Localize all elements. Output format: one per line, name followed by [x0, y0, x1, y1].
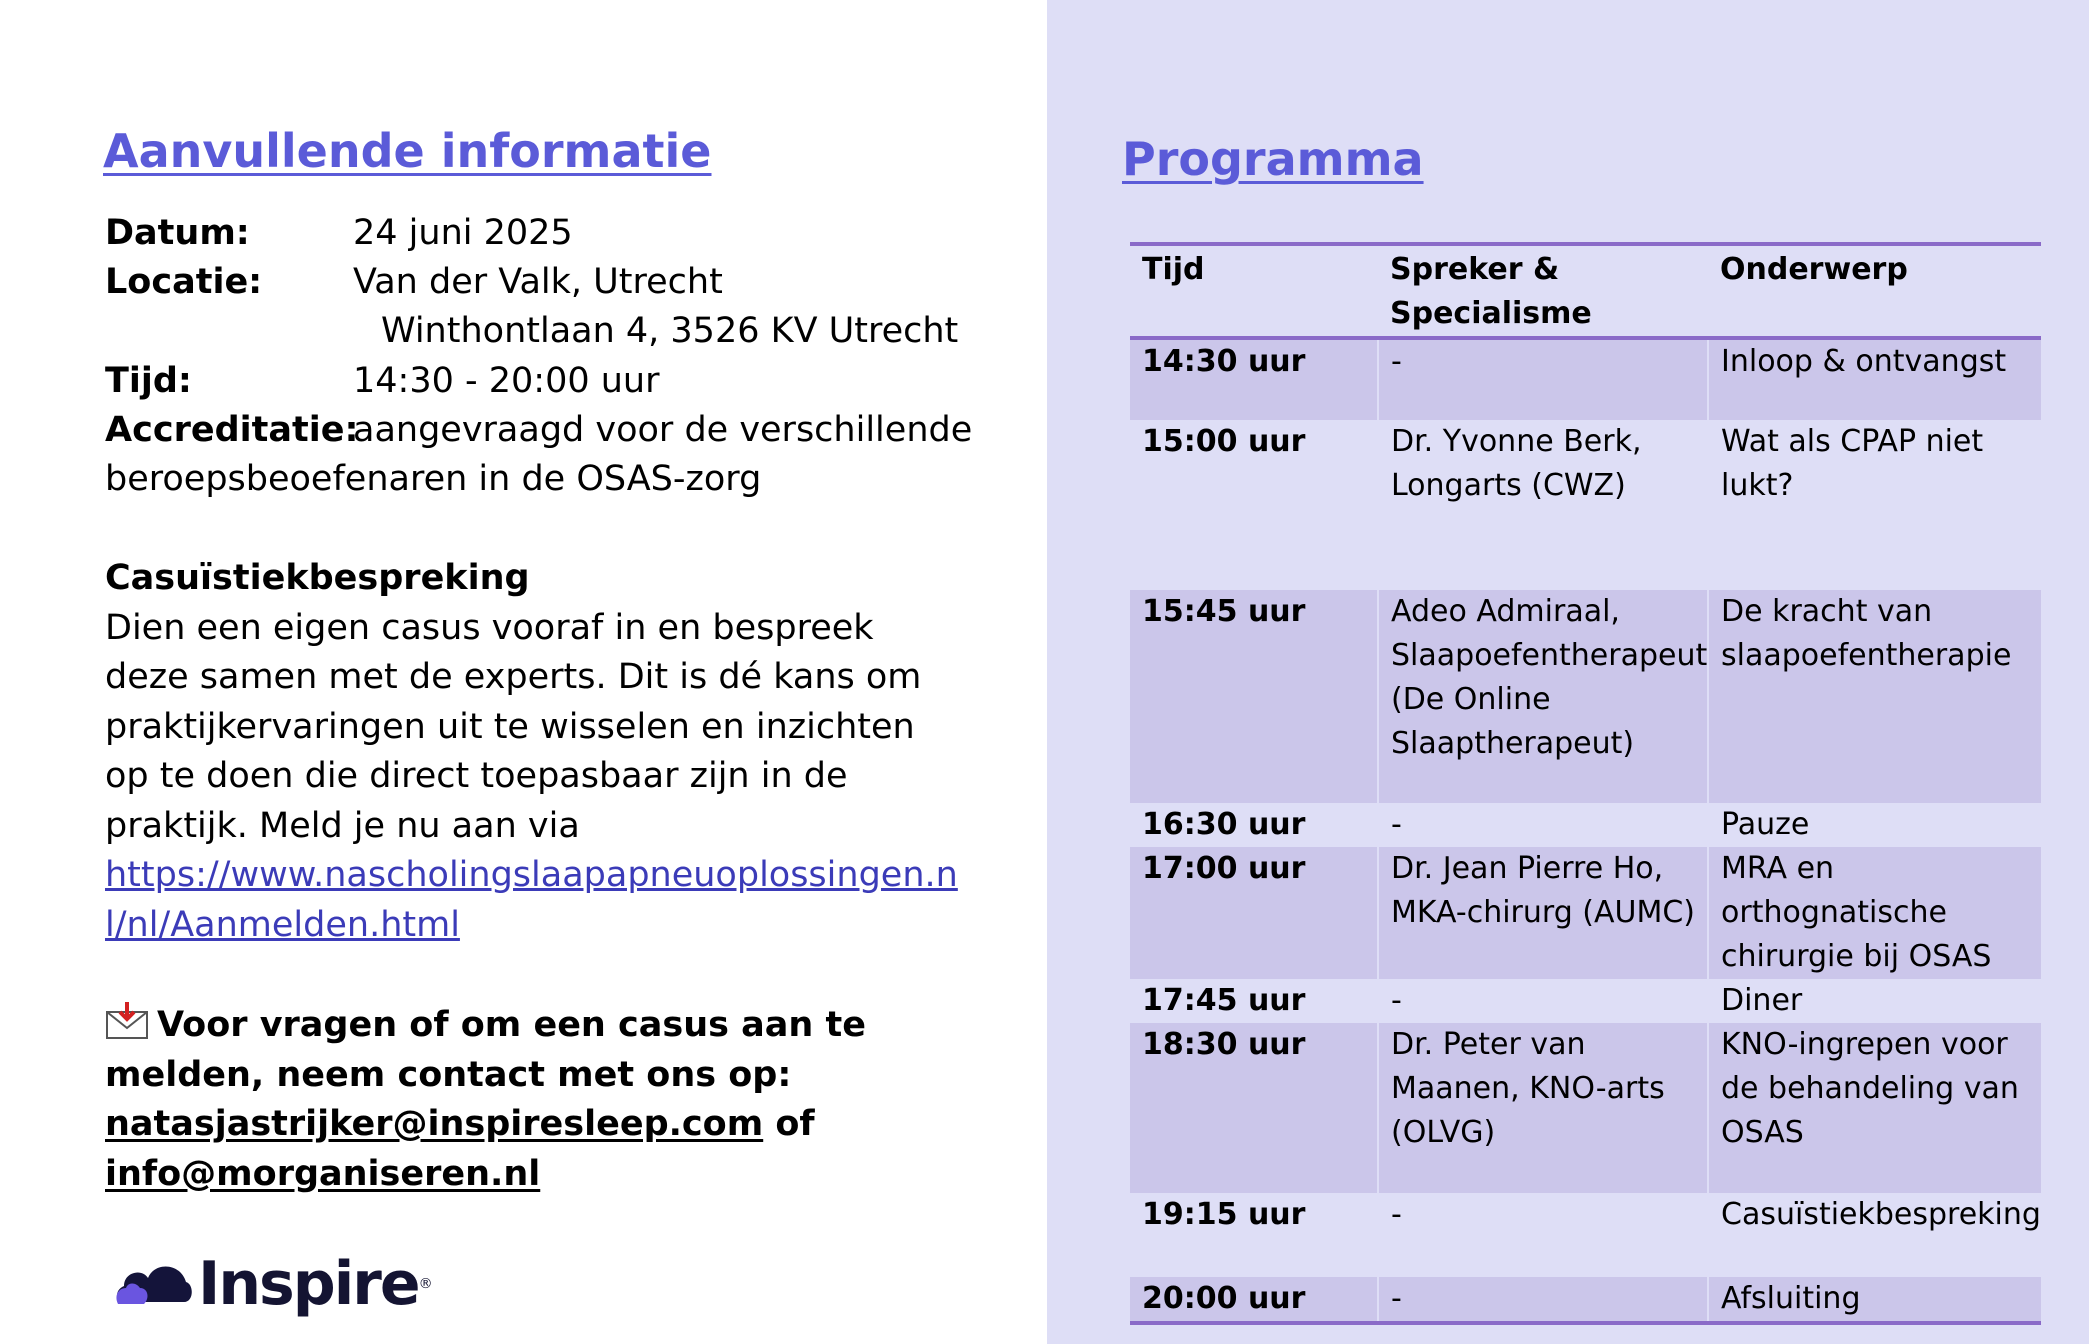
row-topic: De kracht van slaapoefentherapie: [1708, 590, 2041, 803]
registration-link[interactable]: https://www.nascholingslaapapneuoplossingen.nl/nl/Aanmelden.html: [105, 855, 958, 945]
row-speaker: -: [1378, 1277, 1708, 1323]
row-time: 15:45 uur: [1130, 590, 1378, 803]
row-topic: Inloop & ontvangst: [1708, 338, 2041, 420]
row-time: 19:15 uur: [1130, 1193, 1378, 1277]
row-time: 17:45 uur: [1130, 979, 1378, 1023]
col-header-time: Tijd: [1130, 244, 1378, 338]
row-topic: KNO-ingrepen voor de behandeling van OSAS: [1708, 1023, 2041, 1193]
row-time: 18:30 uur: [1130, 1023, 1378, 1193]
table-row: [1130, 338, 2041, 420]
row-time: 16:30 uur: [1130, 803, 1378, 847]
row-speaker: -: [1378, 803, 1708, 847]
row-speaker: -: [1378, 979, 1708, 1023]
table-row: [1130, 1277, 2041, 1323]
time-value: 14:30 - 20:00 uur: [353, 361, 660, 401]
or-text: of: [775, 1104, 815, 1144]
logo-registered: ®: [418, 1276, 433, 1292]
location-label: Locatie:: [105, 262, 263, 302]
info-title: Aanvullende informatie: [103, 124, 712, 178]
row-time: 15:00 uur: [1130, 420, 1378, 590]
col-header-topic: Onderwerp: [1708, 244, 2041, 338]
time-label: Tijd:: [105, 361, 192, 401]
col-header-speaker: Spreker & Specialisme: [1378, 244, 1708, 338]
accreditation-continued: beroepsbeoefenaren in de OSAS-zorg: [105, 459, 762, 499]
table-header-row: [1130, 244, 2041, 338]
row-speaker: Dr. Jean Pierre Ho, MKA-chirurg (AUMC): [1378, 847, 1708, 979]
row-topic: Diner: [1708, 979, 2041, 1023]
case-text: Dien een eigen casus vooraf in en bespreek deze samen met de experts. Dit is dé kans om praktijkervaringen uit te wisselen en inzichten op te doen die direct toepasbaar zijn in de praktijk. Meld je nu aan via: [105, 607, 922, 846]
row-topic: MRA en orthognatische chirurgie bij OSAS: [1708, 847, 2041, 979]
row-time: 14:30 uur: [1130, 338, 1378, 420]
contact-text: Voor vragen of om een casus aan te melden, neem contact met ons op:: [105, 1005, 866, 1095]
table-row: [1130, 1193, 2041, 1277]
contact-section: [105, 1000, 965, 1199]
table-row: [1130, 420, 2041, 590]
case-heading: Casuïstiekbespreking: [105, 558, 530, 598]
row-topic: Casuïstiekbespreking: [1708, 1193, 2041, 1277]
table-row: [1130, 803, 2041, 847]
accreditation-value: aangevraagd voor de verschillende: [353, 410, 973, 450]
row-speaker: Dr. Peter van Maanen, KNO-arts (OLVG): [1378, 1023, 1708, 1193]
inspire-logo: [114, 1250, 433, 1318]
table-row: [1130, 979, 2041, 1023]
location-value: Van der Valk, Utrecht: [353, 262, 723, 302]
row-speaker: Dr. Yvonne Berk, Longarts (CWZ): [1378, 420, 1708, 590]
inspire-cloud-icon: [114, 1252, 194, 1316]
table-row: [1130, 847, 2041, 979]
table-row: [1130, 1023, 2041, 1193]
mail-icon: [105, 1000, 149, 1040]
contact-emails: [105, 1100, 965, 1199]
row-speaker: -: [1378, 338, 1708, 420]
program-table: [1130, 242, 2041, 1325]
address-value: Winthontlaan 4, 3526 KV Utrecht: [381, 311, 959, 351]
date-value: 24 juni 2025: [353, 213, 573, 253]
case-section: [105, 554, 965, 950]
date-label: Datum:: [105, 213, 250, 253]
row-speaker: -: [1378, 1193, 1708, 1277]
program-title: Programma: [1122, 132, 1424, 186]
row-topic: Pauze: [1708, 803, 2041, 847]
table-row: [1130, 590, 2041, 803]
accreditation-label: Accreditatie:: [105, 410, 359, 450]
row-topic: Wat als CPAP niet lukt?: [1708, 420, 2041, 590]
row-time: 17:00 uur: [1130, 847, 1378, 979]
email-link-2[interactable]: info@morganiseren.nl: [105, 1153, 541, 1194]
row-topic: Afsluiting: [1708, 1277, 2041, 1323]
row-time: 20:00 uur: [1130, 1277, 1378, 1323]
logo-text: Inspire: [198, 1249, 419, 1319]
row-speaker: Adeo Admiraal, Slaapoefentherapeut (De Online Slaaptherapeut): [1378, 590, 1708, 803]
contact-text-wrap: [105, 1000, 965, 1100]
email-link-1[interactable]: natasjastrijker@inspiresleep.com: [105, 1104, 764, 1144]
